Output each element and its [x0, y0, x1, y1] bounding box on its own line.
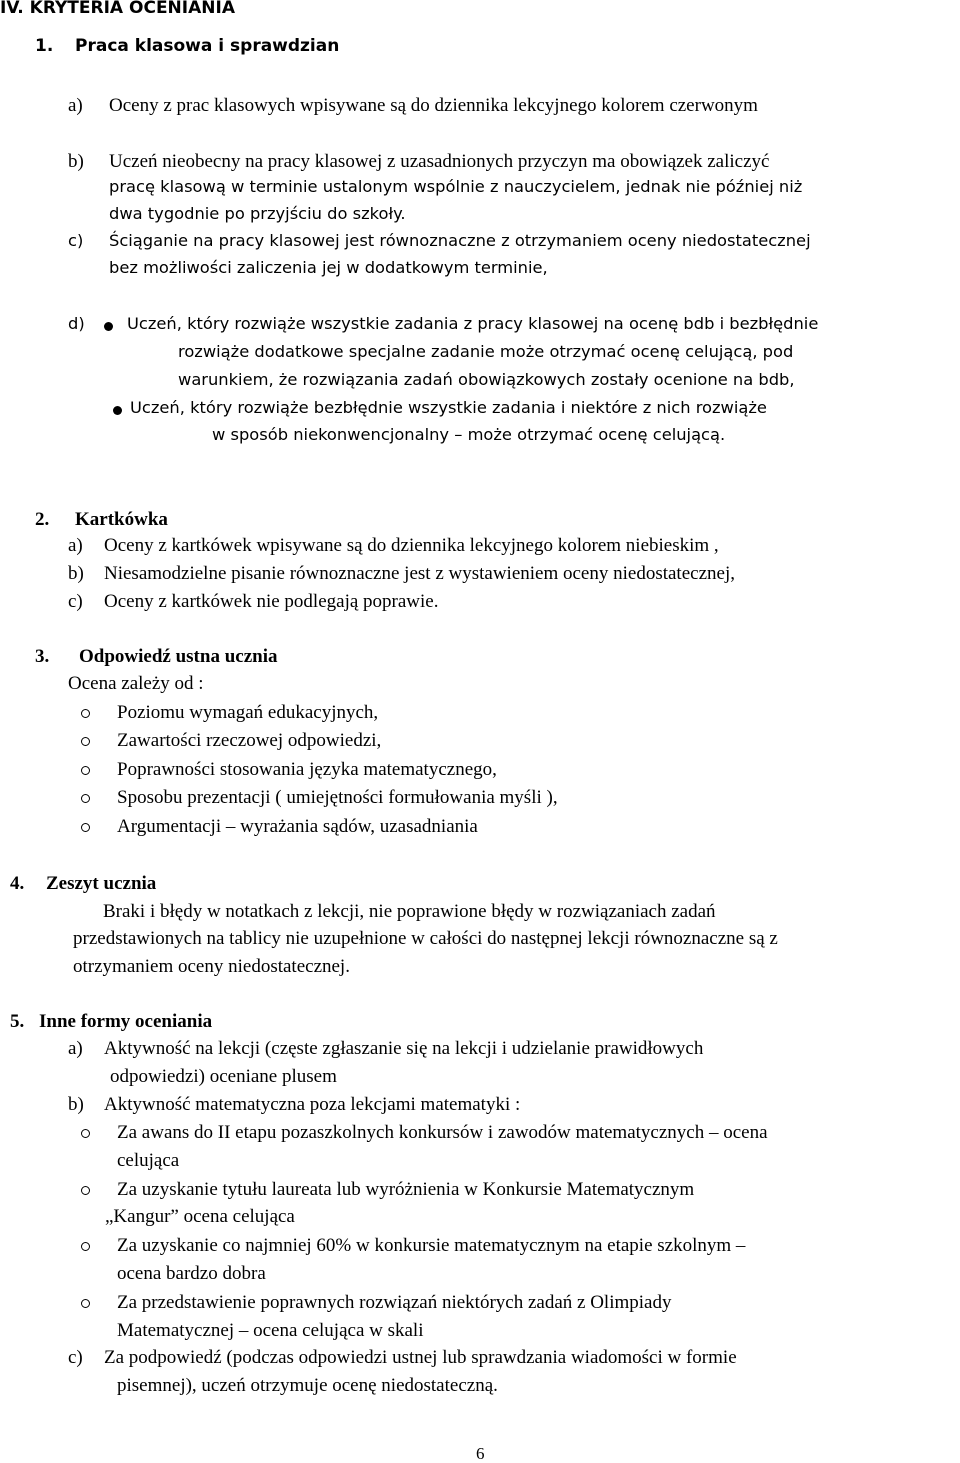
s3-bullet: Poziomu wymagań edukacyjnych, [117, 702, 379, 723]
s1-b-line: dwa tygodnie po przyjściu do szkoły. [109, 204, 406, 223]
section-5-number: 5. [10, 1011, 25, 1032]
bullet-circle-icon [81, 794, 90, 803]
s5-b-bullet-line: Za uzyskanie co najmniej 60% w konkursie matematycznym na etapie szkolnym – [117, 1235, 746, 1256]
s1-a-marker: a) [68, 95, 83, 116]
s3-bullet: Argumentacji – wyrażania sądów, uzasadniania [117, 816, 478, 837]
section-3-number: 3. [35, 646, 50, 667]
s1-b-line: pracę klasową w terminie ustalonym wspólnie z nauczycielem, jednak nie później niż [109, 177, 803, 196]
s5-b-bullet-line: celująca [117, 1150, 180, 1171]
section-1-number: 1. [35, 36, 54, 56]
s1-c-line: Ściąganie na pracy klasowej jest równoznaczne z otrzymaniem oceny niedostatecznej [109, 231, 811, 250]
s2-b-text: Niesamodzielne pisanie równoznaczne jest z wystawieniem oceny niedostatecznej, [104, 563, 735, 584]
s1-d-line: Uczeń, który rozwiąże bezbłędnie wszystkie zadania i niektóre z nich rozwiąże [130, 398, 767, 417]
s2-c-text: Oceny z kartkówek nie podlegają poprawie. [104, 591, 439, 612]
section-4-title: Zeszyt ucznia [46, 873, 157, 894]
s5-c-marker: c) [68, 1347, 83, 1368]
s5-b-text: Aktywność matematyczna poza lekcjami matematyki : [104, 1094, 521, 1115]
s3-bullet: Zawartości rzeczowej odpowiedzi, [117, 730, 382, 751]
s5-a-marker: a) [68, 1038, 83, 1059]
s2-c-marker: c) [68, 591, 83, 612]
s1-c-line: bez możliwości zaliczenia jej w dodatkowym terminie, [109, 258, 548, 277]
s5-b-bullet-line: Za przedstawienie poprawnych rozwiązań niektórych zadań z Olimpiady [117, 1292, 672, 1313]
page-number: 6 [476, 1444, 485, 1463]
s1-d-line: Uczeń, który rozwiąże wszystkie zadania z pracy klasowej na ocenę bdb i bezbłędnie [127, 314, 819, 333]
s5-b-bullet-line: Za uzyskanie tytułu laureata lub wyróżnienia w Konkursie Matematycznym [117, 1179, 695, 1200]
bullet-circle-icon [81, 766, 90, 775]
s5-c-line: Za podpowiedź (podczas odpowiedzi ustnej lub sprawdzania wiadomości w formie [104, 1347, 737, 1368]
s2-b-marker: b) [68, 563, 84, 584]
s5-a-line: Aktywność na lekcji (częste zgłaszanie się na lekcji i udzielanie prawidłowych [104, 1038, 704, 1059]
bullet-circle-icon [81, 737, 90, 746]
s5-c-line: pisemnej), uczeń otrzymuje ocenę niedostateczną. [117, 1375, 498, 1396]
bullet-circle-icon [81, 1299, 90, 1308]
s3-intro: Ocena zależy od : [68, 673, 204, 694]
s1-b-marker: b) [68, 151, 84, 172]
section-5-title: Inne formy oceniania [39, 1011, 213, 1032]
bullet-circle-icon [81, 709, 90, 718]
bullet-circle-icon [81, 1242, 90, 1251]
s5-b-bullet-line: „Kangur” ocena celująca [105, 1206, 295, 1227]
bullet-dot-icon [104, 322, 113, 331]
s4-line: otrzymaniem oceny niedostatecznej. [73, 956, 350, 977]
s5-a-line: odpowiedzi) oceniane plusem [110, 1066, 337, 1087]
section-2-title: Kartkówka [75, 509, 168, 530]
bullet-circle-icon [81, 823, 90, 832]
s2-a-marker: a) [68, 535, 83, 556]
section-1-title: Praca klasowa i sprawdzian [75, 36, 340, 56]
s4-line: Braki i błędy w notatkach z lekcji, nie poprawione błędy w rozwiązaniach zadań [103, 901, 716, 922]
s1-b-line: Uczeń nieobecny na pracy klasowej z uzasadnionych przyczyn ma obowiązek zaliczyć [109, 151, 770, 172]
s1-d-line: warunkiem, że rozwiązania zadań obowiązkowych zostały ocenione na bdb, [178, 370, 795, 389]
s5-b-bullet-line: Za awans do II etapu pozaszkolnych konkursów i zawodów matematycznych – ocena [117, 1122, 768, 1143]
section-4-number: 4. [10, 873, 25, 894]
s3-bullet: Poprawności stosowania języka matematycznego, [117, 759, 497, 780]
bullet-circle-icon [81, 1129, 90, 1138]
section-3-title: Odpowiedź ustna ucznia [79, 646, 278, 667]
s1-d-marker: d) [68, 314, 85, 333]
s1-a-text: Oceny z prac klasowych wpisywane są do dziennika lekcyjnego kolorem czerwonym [109, 95, 758, 116]
s5-b-marker: b) [68, 1094, 84, 1115]
s3-bullet: Sposobu prezentacji ( umiejętności formułowania myśli ), [117, 787, 558, 808]
s1-c-marker: c) [68, 231, 84, 250]
s1-d-line: rozwiąże dodatkowe specjalne zadanie może otrzymać ocenę celującą, pod [178, 342, 794, 361]
section-2-number: 2. [35, 509, 50, 530]
s2-a-text: Oceny z kartkówek wpisywane są do dziennika lekcyjnego kolorem niebieskim , [104, 535, 719, 556]
bullet-circle-icon [81, 1186, 90, 1195]
chapter-title: IV. KRYTERIA OCENIANIA [0, 0, 235, 18]
s5-b-bullet-line: ocena bardzo dobra [117, 1263, 266, 1284]
bullet-dot-icon [113, 406, 122, 415]
s4-line: przedstawionych na tablicy nie uzupełnione w całości do następnej lekcji równoznaczne są z [73, 928, 778, 949]
s1-d-line: w sposób niekonwencjonalny – może otrzymać ocenę celującą. [212, 425, 726, 444]
s5-b-bullet-line: Matematycznej – ocena celująca w skali [117, 1320, 424, 1341]
